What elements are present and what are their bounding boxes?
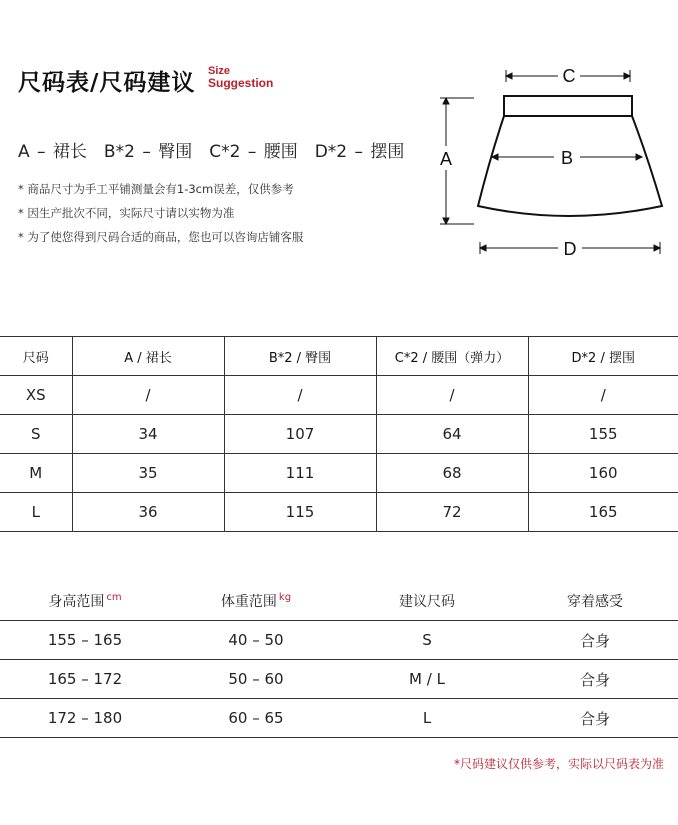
cell-hem: 165: [528, 493, 678, 532]
header-height-range: [0, 582, 170, 621]
cell-size: L: [0, 493, 72, 532]
table-row: [0, 376, 678, 415]
header-suggested-size: 建议尺码: [342, 582, 512, 621]
note-2: * 因生产批次不同，实际尺寸请以实物为准: [18, 206, 235, 220]
header-waist: C*2 / 腰围（弹力）: [376, 337, 528, 376]
label-d: D: [563, 239, 577, 259]
note-1: * 商品尺寸为手工平铺测量会有1-3cm误差，仅供参考: [18, 182, 294, 196]
cell-fit: 合身: [512, 699, 678, 738]
cell-waist: 68: [376, 454, 528, 493]
cell-hip: 107: [224, 415, 376, 454]
cell-suggested-size: S: [342, 621, 512, 660]
header-size: 尺码: [0, 337, 72, 376]
skirt-waistband: [504, 96, 632, 116]
cell-waist: /: [376, 376, 528, 415]
header-weight-label: 体重范围: [220, 594, 277, 610]
cell-waist: 64: [376, 415, 528, 454]
cell-hip: 115: [224, 493, 376, 532]
cell-fit: 合身: [512, 660, 678, 699]
header-hip: B*2 / 臀围: [224, 337, 376, 376]
size-table-header: [0, 337, 678, 376]
cell-weight: 60 – 65: [170, 699, 342, 738]
skirt-diagram: [430, 58, 670, 268]
cell-height: 165 – 172: [0, 660, 170, 699]
disclaimer-footnote: *尺码建议仅供参考，实际以尺码表为准: [453, 757, 664, 771]
recommendation-table-header: [0, 582, 678, 621]
table-row: [0, 454, 678, 493]
size-chart-table: [0, 336, 678, 532]
cell-size: XS: [0, 376, 72, 415]
table-row: [0, 660, 678, 699]
label-a: A: [439, 149, 453, 169]
header-weight-range: [170, 582, 342, 621]
cell-height: 172 – 180: [0, 699, 170, 738]
header-hem: D*2 / 摆围: [528, 337, 678, 376]
cell-length: 35: [72, 454, 224, 493]
title-english-line1: Size: [208, 65, 231, 77]
cell-length: 36: [72, 493, 224, 532]
cell-height: 155 – 165: [0, 621, 170, 660]
cell-hem: 160: [528, 454, 678, 493]
cell-waist: 72: [376, 493, 528, 532]
cell-suggested-size: M / L: [342, 660, 512, 699]
cell-length: 34: [72, 415, 224, 454]
header-height-label: 身高范围: [48, 594, 105, 610]
table-row: [0, 621, 678, 660]
measurement-legend: A – 裙长 B*2 – 臀围 C*2 – 腰围 D*2 – 摆围: [18, 142, 405, 162]
note-3: * 为了使您得到尺码合适的商品，您也可以咨询店铺客服: [18, 230, 304, 244]
cell-hem: 155: [528, 415, 678, 454]
unit-kg: kg: [278, 592, 292, 604]
header-fit-feel: 穿着感受: [512, 582, 678, 621]
table-row: [0, 699, 678, 738]
page-title: 尺码表/尺码建议: [18, 70, 196, 96]
label-c: C: [562, 66, 576, 86]
title-english-line2: Suggestion: [208, 76, 274, 90]
title-english: [208, 65, 273, 89]
cell-hip: /: [224, 376, 376, 415]
table-row: [0, 493, 678, 532]
cell-hip: 111: [224, 454, 376, 493]
size-recommendation-table: [0, 582, 678, 738]
cell-hem: /: [528, 376, 678, 415]
label-b: B: [560, 148, 574, 168]
unit-cm: cm: [106, 592, 122, 604]
cell-length: /: [72, 376, 224, 415]
header-length: A / 裙长: [72, 337, 224, 376]
cell-weight: 50 – 60: [170, 660, 342, 699]
cell-size: S: [0, 415, 72, 454]
cell-size: M: [0, 454, 72, 493]
cell-weight: 40 – 50: [170, 621, 342, 660]
cell-fit: 合身: [512, 621, 678, 660]
cell-suggested-size: L: [342, 699, 512, 738]
table-row: [0, 415, 678, 454]
